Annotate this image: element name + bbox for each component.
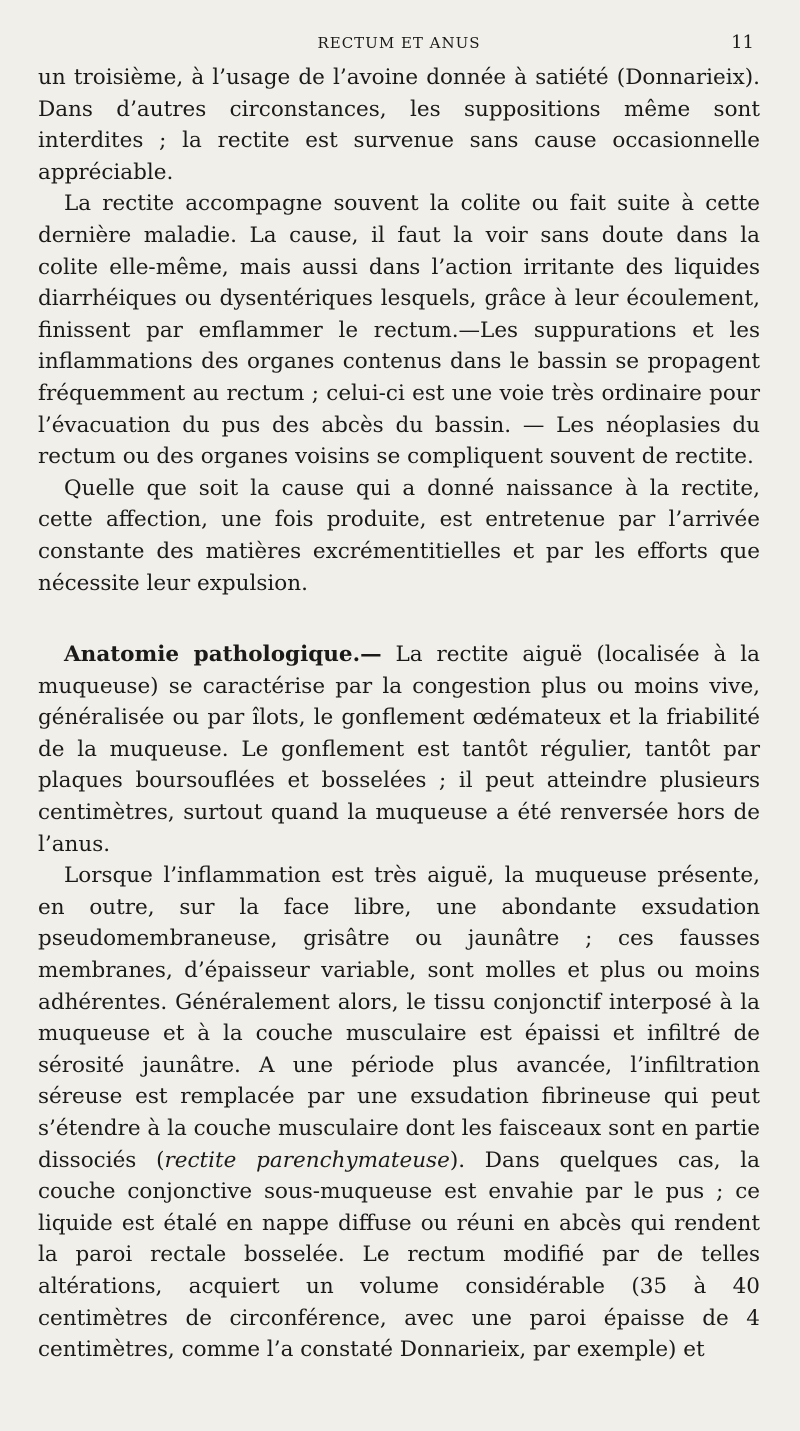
paragraph-4-text: La rectite aiguë (localisée à la muqueuse) se caractérise par la congestion plus ou moins vive, généralisée ou par îlots, le gonflement œdémateux et la friabilité de la muqueuse. Le gonflement est tantôt régulier, tantôt par plaques boursouflées et bosselées ; il peut atteindre plusieurs centimètres, surtout quand la muqueuse a été renversée hors de l’anus. [38, 642, 760, 857]
paragraph-4 [38, 639, 760, 860]
paragraph-5-italic-term: rectite parenchymateuse [164, 1147, 450, 1173]
section-heading: Anatomie pathologique.— [64, 642, 382, 668]
running-title: RECTUM ET ANUS [317, 34, 481, 52]
paragraph-2-text: La rectite accompagne souvent la colite ou fait suite à cette dernière maladie. La cause, il faut la voir sans doute dans la colite elle-même, mais aussi dans l’action irritante des liquides diarrhéiques ou dysentériques lesquels, grâce à leur écoulement, finissent par emflammer le rectum.—Les suppurations et les inflammations des organes contenus dans le bassin se propagent fréquemment au rectum ; celui-ci est une voie très ordinaire pour l’évacuation du pus des abcès du bassin. — Les néoplasies du rectum ou des organes voisins se compliquent souvent de rectite. [38, 191, 760, 470]
paragraph-5-text-after: ). Dans quelques cas, la couche conjonctive sous-muqueuse est envahie par le pus ; ce liquide est étalé en nappe diffuse ou réuni en abcès qui rendent la paroi rectale bosselée. Le rectum modifié par de telles altérations, acquiert un volume considérable (35 à 40 centimètres de circonférence, avec une paroi épaisse de 4 centimètres, comme l’a constaté Donnarieix, par exemple) et [38, 1147, 761, 1363]
body-text [38, 62, 760, 1366]
paragraph-3 [38, 473, 760, 599]
paragraph-1 [38, 62, 760, 188]
paragraph-5-text-before: Lorsque l’inflammation est très aiguë, la muqueuse présente, en outre, sur la face libre, une abondante exsudation pseudomembraneuse, grisâtre ou jaunâtre ; ces fausses membranes, d’épaisseur variable, sont molles et plus ou moins adhérentes. Généralement alors, le tissu conjonctif interposé à la muqueuse et à la couche musculaire est épaissi et infiltré de sérosité jaunâtre. A une période plus avancée, l’infiltration séreuse est remplacée par une exsudation fibrineuse qui peut s’étendre à la couche musculaire dont les faisceaux sont en partie dissociés ( [38, 863, 760, 1173]
paragraph-1-text: un troisième, à l’usage de l’avoine donnée à satiété (Donnarieix). Dans d’autres circonstances, les suppositions même sont interdites ; la rectite est survenue sans cause occasionnelle appréciable. [38, 65, 760, 185]
section-gap [38, 599, 760, 639]
paragraph-5 [38, 860, 760, 1366]
page-number: 11 [731, 32, 754, 53]
paragraph-3-text: Quelle que soit la cause qui a donné naissance à la rectite, cette affection, une fois produite, est entretenue par l’arrivée constante des matières excrémentitielles et par les efforts que nécessite leur expulsion. [38, 475, 760, 596]
running-head [38, 0, 760, 62]
paragraph-2 [38, 188, 760, 472]
